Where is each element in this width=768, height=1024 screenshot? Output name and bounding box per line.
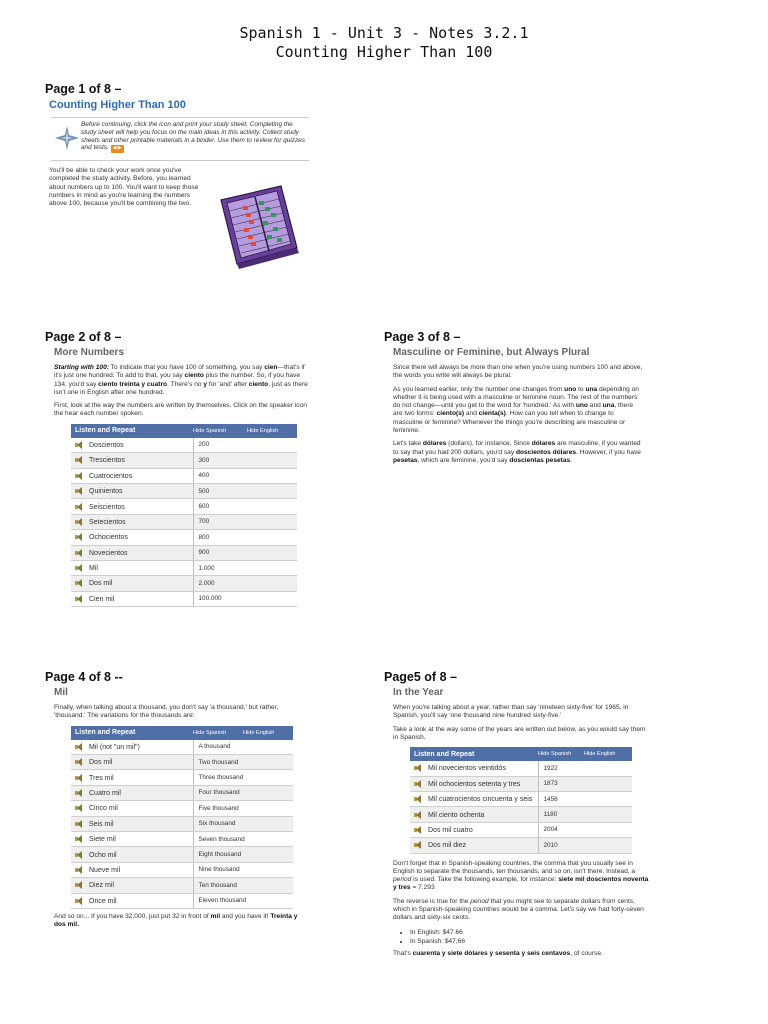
- speaker-cell: [71, 499, 193, 514]
- hide-english-button[interactable]: Hide English: [247, 424, 297, 438]
- spanish-text: Siete mil: [89, 835, 116, 843]
- speaker-icon[interactable]: [414, 764, 422, 772]
- table-row: [71, 862, 293, 877]
- section-heading: Mil: [54, 687, 68, 698]
- listen-repeat-table: [71, 726, 293, 909]
- translation-cell: 600: [193, 499, 297, 514]
- speaker-cell: [71, 591, 193, 606]
- table-row: [71, 770, 293, 785]
- translation-cell: 2010: [538, 838, 632, 853]
- spanish-text: Seiscientos: [89, 503, 125, 511]
- list-item: • In Spanish: $47,66: [410, 937, 659, 946]
- speaker-cell: [71, 483, 193, 498]
- spanish-text: Mil (not "un mil"): [89, 743, 140, 751]
- spanish-text: Novecientos: [89, 549, 128, 557]
- table-row: [71, 514, 297, 529]
- translation-cell: 1922: [538, 761, 632, 776]
- section-page-4: [45, 670, 315, 934]
- spanish-text: Once mil: [89, 897, 117, 905]
- table-title: Listen and Repeat: [410, 747, 538, 761]
- table-row: [71, 754, 293, 769]
- translation-cell: Four thousand: [193, 785, 293, 800]
- table-row: [71, 453, 297, 468]
- spanish-text: Cien mil: [89, 595, 115, 603]
- table-row: [71, 530, 297, 545]
- hide-spanish-button[interactable]: Hide Spanish: [193, 726, 243, 740]
- section-page-1: [45, 82, 345, 213]
- audio-control-icon[interactable]: ◀ ▶: [112, 145, 122, 152]
- spanish-text: Dos mil cuatro: [428, 826, 473, 834]
- paragraph-years-intro: Take a look at the way some of the years are written out below, as you would say them in Spanish.: [393, 725, 646, 741]
- speaker-cell: [71, 878, 193, 893]
- translation-cell: 300: [193, 453, 297, 468]
- speaker-icon[interactable]: [75, 789, 83, 797]
- speaker-cell: [71, 530, 193, 545]
- speaker-icon[interactable]: [75, 549, 83, 557]
- translation-cell: Seven thousand: [193, 831, 293, 846]
- translation-cell: 1.000: [193, 560, 297, 575]
- speaker-icon[interactable]: [75, 866, 83, 874]
- spanish-text: Mil cuatrocientos cincuenta y seis: [428, 796, 533, 803]
- section-heading: Masculine or Feminine, but Always Plural: [393, 347, 590, 358]
- table-row: [71, 438, 297, 453]
- spanish-text: Mil: [89, 564, 98, 572]
- speaker-icon[interactable]: [75, 820, 83, 828]
- paragraph-always-plural: Since there will always be more than one when you're using numbers 100 and above, the words you write will always be plural.: [393, 364, 643, 380]
- speaker-cell: [71, 514, 193, 529]
- speaker-cell: [71, 740, 193, 755]
- spanish-text: Dos mil diez: [428, 842, 467, 850]
- study-sheet-box: [51, 117, 309, 161]
- study-sheet-text: Before continuing, click the icon and print your study sheet. Completing the study sheet will help you focus on the main ideas in this activity. Collect study sheets and other printable materials in a binder. Use them to review for quizzes and tests. ◀ ▶: [81, 121, 305, 152]
- translation-cell: 1456: [538, 791, 632, 806]
- speaker-cell: [410, 791, 538, 806]
- table-row: [71, 893, 293, 908]
- speaker-icon[interactable]: [75, 579, 83, 587]
- translation-cell: 1873: [538, 776, 632, 791]
- section-page-5: [384, 670, 659, 963]
- speaker-cell: [410, 838, 538, 853]
- speaker-icon[interactable]: [75, 743, 83, 751]
- list-item: • In English: $47.66: [410, 928, 659, 937]
- speaker-cell: [410, 822, 538, 837]
- table-row: [71, 801, 293, 816]
- speaker-cell: [71, 785, 193, 800]
- paragraph-period-separator: Don't forget that in Spanish-speaking countries, the comma that you usually see in English to separate the thousands, ten thousands, and so on, isn't there. Instead, a period is used. Take the following example, for instance: siete mil doscientos noventa y tres = 7.293: [393, 859, 649, 892]
- paragraph-thousand: Finally, when talking about a thousand, you don't say 'a thousand,' but rather, 'thousand.' The variations for the thousands are:: [54, 704, 279, 720]
- spanish-text: Dos mil: [89, 580, 113, 588]
- spanish-text: Mil ochocientos setenta y tres: [428, 780, 521, 788]
- speaker-icon[interactable]: [414, 811, 422, 819]
- paragraph-dolares-example: Let's take dólares (dollars), for instance. Since dólares are masculine, if you wanted to say that you had 200 dollars, you'd say doscientos dólares. However, if you have pesetas, which are feminine, you'd say doscientas pesetas.: [393, 440, 641, 464]
- speaker-cell: [71, 576, 193, 591]
- table-row: [71, 468, 297, 483]
- spanish-text: Ochocientos: [89, 534, 128, 542]
- speaker-cell: [71, 545, 193, 560]
- translation-cell: 400: [193, 468, 297, 483]
- spanish-text: Mil novecientos veintidós: [428, 765, 506, 773]
- speaker-cell: [71, 560, 193, 575]
- table-row: [71, 560, 297, 575]
- table-row: [71, 591, 297, 606]
- table-title: Listen and Repeat: [71, 726, 193, 740]
- speaker-icon[interactable]: [75, 472, 83, 480]
- speaker-icon[interactable]: [75, 758, 83, 766]
- listen-repeat-table: [410, 747, 632, 853]
- speaker-cell: [71, 438, 193, 453]
- table-row: [410, 761, 632, 776]
- speaker-cell: [71, 847, 193, 862]
- page-label: Page 2 of 8 –: [45, 330, 122, 344]
- spanish-text: Trescientos: [89, 457, 125, 465]
- speaker-icon[interactable]: [75, 564, 83, 572]
- listen-repeat-table: [71, 424, 297, 607]
- translation-cell: 800: [193, 530, 297, 545]
- translation-cell: 200: [193, 438, 297, 453]
- page-label: Page 4 of 8 --: [45, 670, 123, 684]
- table-row: [410, 776, 632, 791]
- table-row: [410, 822, 632, 837]
- spanish-text: Ocho mil: [89, 851, 117, 859]
- table-row: [410, 838, 632, 853]
- paragraph-masculine-feminine: As you learned earlier, only the number one changes from uno to una depending on whether it is being used with a masculine or feminine noun. The rest of the numbers do not change—until you get to the word for 'hundred.' As with uno and una, there are two forms: ciento(s) and cienta(s). How can you tell when to change to masculine or feminine? Whenever the things you're describing are masculine or feminine.: [393, 385, 639, 435]
- translation-cell: Eight thousand: [193, 847, 293, 862]
- study-star-icon[interactable]: [55, 126, 79, 150]
- table-row: [71, 847, 293, 862]
- hide-english-button[interactable]: Hide English: [243, 726, 293, 740]
- speaker-icon[interactable]: [414, 780, 422, 788]
- translation-cell: 2004: [538, 822, 632, 837]
- translation-cell: 900: [193, 545, 297, 560]
- paragraph-starting-with-100: Starting with 100: To indicate that you have 100 of something, you say cien—that's if it's just one hundred. To add to that, you say ciento plus the number. So, if you have 134, you'd say ciento treinta y cuatro. There's no y for 'and' after ciento, just as there isn't one in English after one hundred.: [54, 364, 308, 396]
- speaker-icon[interactable]: [75, 881, 83, 889]
- spanish-text: Mil ciento ochenta: [428, 811, 485, 819]
- speaker-icon[interactable]: [414, 841, 422, 849]
- translation-cell: Six thousand: [193, 816, 293, 831]
- table-title: Listen and Repeat: [71, 424, 193, 438]
- speaker-cell: [71, 754, 193, 769]
- speaker-icon[interactable]: [75, 533, 83, 541]
- translation-cell: Ten thousand: [193, 878, 293, 893]
- hide-english-button[interactable]: Hide English: [584, 747, 632, 761]
- table-row: [71, 816, 293, 831]
- translation-cell: A thousand: [193, 740, 293, 755]
- speaker-icon[interactable]: [75, 518, 83, 526]
- title-line-2: Counting Higher Than 100: [275, 43, 493, 61]
- table-row: [71, 576, 297, 591]
- translation-cell: Two thousand: [193, 754, 293, 769]
- table-row: [71, 831, 293, 846]
- spanish-text: Nueve mil: [89, 866, 121, 874]
- spanish-text: Doscientos: [89, 441, 124, 449]
- currency-examples-list: [402, 928, 659, 946]
- table-row: [71, 483, 297, 498]
- speaker-icon[interactable]: [75, 456, 83, 464]
- speaker-icon[interactable]: [75, 804, 83, 812]
- speaker-cell: [410, 776, 538, 791]
- hide-spanish-button[interactable]: Hide Spanish: [538, 747, 584, 761]
- table-row: [71, 499, 297, 514]
- section-heading: In the Year: [393, 687, 444, 698]
- translation-cell: Five thousand: [193, 801, 293, 816]
- abacus-image: [215, 180, 307, 272]
- title-line-1: Spanish 1 - Unit 3 - Notes 3.2.1: [239, 24, 529, 42]
- speaker-icon[interactable]: [414, 826, 422, 834]
- paragraph-comma-separator: The reverse is true for the period that you might see to separate dollars from cents, which in Spanish-speaking countries would be a comma. Let's say we had forty-seven dollars and sixty-six cents.: [393, 897, 644, 922]
- paragraph-conclusion: That's cuarenta y siete dólares y sesenta y seis centavos, of course.: [393, 949, 603, 957]
- translation-cell: 700: [193, 514, 297, 529]
- section-heading: Counting Higher Than 100: [49, 99, 186, 111]
- section-heading: More Numbers: [54, 347, 125, 358]
- speaker-cell: [410, 761, 538, 776]
- speaker-icon[interactable]: [75, 835, 83, 843]
- translation-cell: 100.000: [193, 591, 297, 606]
- spanish-text: Seis mil: [89, 820, 114, 828]
- speaker-cell: [71, 831, 193, 846]
- page-label: Page5 of 8 –: [384, 670, 457, 684]
- speaker-cell: [71, 770, 193, 785]
- section-page-2: [45, 330, 315, 607]
- spanish-text: Quinientos: [89, 487, 123, 495]
- paragraph-and-so-on: And so on... If you have 32,000, just put 32 in front of mil and you have it! Treinta y dos mil.: [54, 912, 298, 929]
- spanish-text: Setecientos: [89, 518, 126, 526]
- speaker-icon[interactable]: [75, 595, 83, 603]
- speaker-cell: [410, 807, 538, 822]
- speaker-cell: [71, 468, 193, 483]
- speaker-cell: [71, 453, 193, 468]
- translation-cell: Eleven thousand: [193, 893, 293, 908]
- translation-cell: 500: [193, 483, 297, 498]
- spanish-text: Diez mil: [89, 882, 114, 890]
- speaker-icon[interactable]: [75, 851, 83, 859]
- speaker-icon[interactable]: [75, 897, 83, 905]
- translation-cell: Nine thousand: [193, 862, 293, 877]
- table-row: [71, 878, 293, 893]
- speaker-icon[interactable]: [414, 795, 422, 803]
- speaker-cell: [71, 801, 193, 816]
- table-row: [71, 545, 297, 560]
- translation-cell: 2.000: [193, 576, 297, 591]
- paragraph-year: When you're talking about a year, rather than say 'nineteen sixty-five' for 1965, in Spanish, you'll say 'one thousand nine hundred sixty-five.': [393, 704, 629, 720]
- translation-cell: 1180: [538, 807, 632, 822]
- spanish-text: Cuatrocientos: [89, 472, 133, 480]
- paragraph-instructions: First, look at the way the numbers are written by themselves. Click on the speaker icon the hear each number spoken.: [54, 402, 307, 418]
- translation-cell: Three thousand: [193, 770, 293, 785]
- table-row: [71, 740, 293, 755]
- spanish-text: Cuatro mil: [89, 789, 121, 797]
- table-header: [71, 726, 293, 740]
- section-page-3: [384, 330, 654, 470]
- document-title: [0, 24, 768, 62]
- spanish-text: Tres mil: [89, 774, 114, 782]
- hide-spanish-button[interactable]: Hide Spanish: [193, 424, 247, 438]
- speaker-icon[interactable]: [75, 487, 83, 495]
- speaker-cell: [71, 893, 193, 908]
- spanish-text: Cinco mil: [89, 805, 118, 813]
- page-label: Page 1 of 8 –: [45, 82, 122, 96]
- table-row: [71, 785, 293, 800]
- speaker-icon[interactable]: [75, 774, 83, 782]
- intro-paragraph: You'll be able to check your work once you've completed the study activity. Before, you learned about numbers up to 100. You'll want to keep those numbers in mind as you're learning the numbers above 100, because you'll be combining the two.: [49, 167, 199, 208]
- table-row: [410, 807, 632, 822]
- speaker-icon[interactable]: [75, 441, 83, 449]
- spanish-text: Dos mil: [89, 759, 113, 767]
- speaker-cell: [71, 862, 193, 877]
- speaker-icon[interactable]: [75, 503, 83, 511]
- table-header: [410, 747, 632, 761]
- speaker-cell: [71, 816, 193, 831]
- page-label: Page 3 of 8 –: [384, 330, 461, 344]
- table-header: [71, 424, 297, 438]
- table-row: [410, 791, 632, 806]
